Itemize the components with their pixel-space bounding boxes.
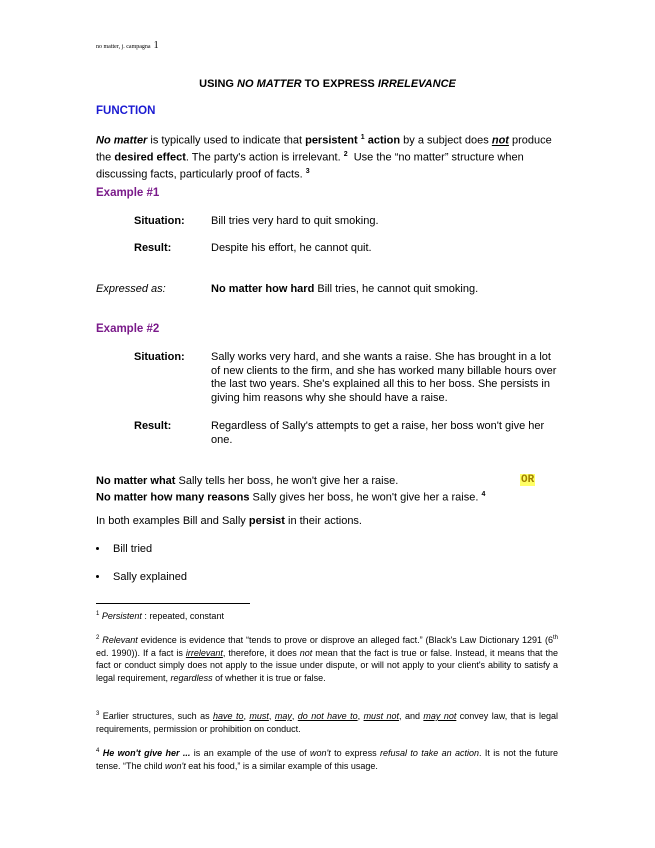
result-text: Despite his effort, he cannot quit.	[211, 242, 372, 254]
text-run: by a subject does	[400, 134, 492, 147]
footnote-number: 3	[96, 711, 100, 717]
footnote-ref[interactable]: 1	[360, 134, 365, 141]
situation-text: Sally works very hard, and she wants a raise. She has brought in a lot of new clients to the firm, and she has worked many billable hours over the last two years. She's explained all this to her boss. She persists in giving him reasons why she should have a raise.	[211, 351, 557, 404]
text-run: Earlier structures, such as	[99, 711, 213, 721]
text-run: action	[367, 134, 401, 147]
example-1-heading: Example #1	[96, 187, 160, 199]
page-title	[0, 78, 655, 90]
text-run: convey law, that is legal requirements, permission or prohibition on conduct.	[96, 711, 558, 734]
text-run: may	[274, 711, 292, 721]
text-run: irrelevant	[185, 647, 223, 658]
text-run: not	[299, 647, 313, 658]
text-run: mean that the fact is true or false. Instead, it means that the fact or conduct simply does not apply to the issue under dispute, or will not apply to your client's ability to satisfy a legal requirement,	[96, 647, 558, 683]
page-number: 1	[153, 40, 159, 51]
no-matter-sentence-2	[96, 488, 485, 505]
text-run: Bill tries, he cannot quit smoking.	[314, 283, 479, 295]
text-run: No matter how hard	[211, 283, 315, 295]
situation-text: Bill tries very hard to quit smoking.	[211, 215, 379, 227]
function-heading: FUNCTION	[96, 105, 156, 117]
text-run: No matter how many reasons	[96, 491, 250, 504]
text-run: to express	[330, 748, 380, 758]
text-run: Relevant	[102, 635, 138, 645]
text-run: No matter	[96, 134, 148, 147]
function-paragraph	[96, 131, 556, 182]
text-run: He won't give her ...	[102, 748, 191, 758]
text-run: In both examples Bill and Sally	[96, 515, 249, 527]
expressed-as-label: Expressed as:	[96, 283, 166, 295]
list-item-text: Bill tried	[113, 543, 153, 555]
footnote-divider	[96, 603, 250, 604]
text-run: : repeated, constant	[141, 611, 224, 621]
text-run: have to	[213, 711, 244, 721]
text-run: won't	[310, 748, 331, 758]
text-run: , and	[399, 711, 424, 721]
result-label: Result:	[134, 420, 172, 432]
text-run: desired effect	[114, 151, 186, 164]
footnote-4	[96, 745, 558, 772]
example-2-heading: Example #2	[96, 323, 160, 335]
running-head-text: no matter, j. campagna	[96, 44, 151, 50]
result-label: Result:	[134, 242, 172, 254]
text-run: may not	[423, 711, 457, 721]
text-run: refusal to take an action	[379, 748, 480, 758]
or-highlight: OR	[521, 474, 535, 486]
text-run: . The party's action is irrelevant.	[185, 151, 341, 164]
footnote-1	[96, 608, 558, 623]
expressed-as-sentence	[211, 283, 478, 297]
text-run: Sally tells her boss, he won't give her a raise.	[175, 475, 399, 487]
text-run: persist	[248, 515, 285, 527]
title-part: NO MATTER	[237, 78, 302, 90]
text-run: must	[249, 711, 269, 721]
result-text: Regardless of Sally's attempts to get a raise, her boss won't give her one.	[211, 420, 545, 446]
footnote-ref[interactable]: 2	[343, 151, 348, 159]
footnote-number: 4	[96, 748, 100, 754]
text-run: Sally gives her boss, he won't give her a raise.	[249, 491, 479, 504]
text-run: won't	[165, 760, 186, 771]
footnote-2	[96, 632, 558, 684]
text-run: of whether it is true or false.	[212, 672, 326, 683]
title-part: TO EXPRESS	[301, 78, 378, 90]
bullet-icon	[96, 547, 99, 550]
text-run: Use the “no matter” structure when discussing facts, particularly proof of facts.	[96, 151, 524, 181]
list-item-text: Sally explained	[113, 571, 187, 583]
situation-label: Situation:	[134, 351, 185, 363]
footnote-number: 2	[96, 635, 100, 641]
no-matter-sentence-1	[96, 475, 398, 489]
text-run: is an example of the use of	[190, 748, 311, 758]
text-run: . It is not the future tense. “The child	[96, 748, 558, 771]
title-part: IRRELEVANCE	[377, 78, 456, 90]
footnote-number: 1	[96, 611, 100, 617]
situation-label: Situation:	[134, 215, 185, 227]
text-run: regardless	[170, 672, 213, 683]
persist-sentence	[96, 515, 362, 529]
footnote-3: $^3$ Earlier structures, such as have to, must, may, do not have to, must not, and may not convey law, that is legal requirements, permission or prohibition on conduct.	[96, 711, 558, 734]
text-run: persistent	[305, 134, 358, 147]
text-run: must not	[363, 711, 400, 721]
list-item	[96, 543, 152, 555]
text-run: ed. 1990)). If a fact is	[96, 647, 186, 658]
text-run: No matter what	[96, 475, 176, 487]
text-run: is typically used to indicate that	[147, 134, 306, 147]
text-run: in their actions.	[284, 515, 362, 527]
text-run: not	[491, 134, 509, 147]
text-run: , therefore, it does	[222, 647, 300, 658]
running-header	[96, 40, 159, 51]
text-run: do not have to	[297, 711, 358, 721]
text-run: produce the	[96, 134, 552, 164]
list-item	[96, 571, 187, 583]
text-run: Persistent	[101, 611, 142, 621]
title-part: USING	[199, 78, 238, 90]
bullet-icon	[96, 575, 99, 578]
text-run: eat his food,” is a similar example of this usage.	[185, 760, 378, 771]
text-run: evidence is evidence that “tends to prove or disprove an alleged fact.” (Black's Law Dictionary 1291 (6	[137, 635, 553, 645]
text-run: th	[552, 635, 558, 641]
footnote-ref[interactable]: 4	[481, 491, 486, 498]
footnote-ref[interactable]: 3	[305, 168, 310, 176]
